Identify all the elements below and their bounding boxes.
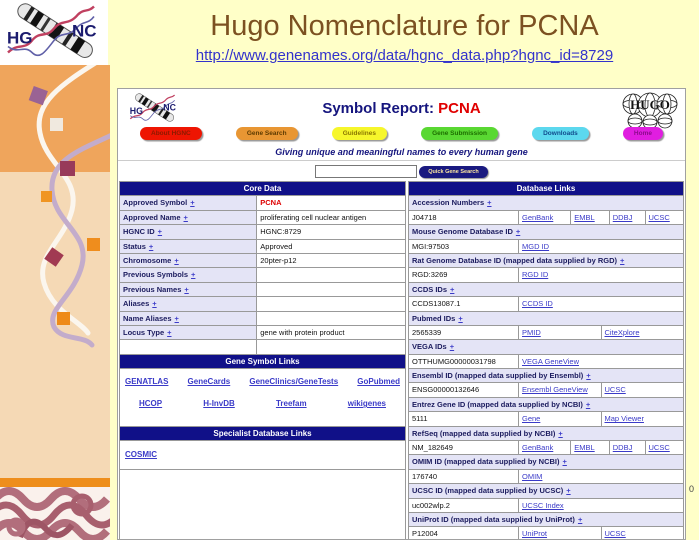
ref-link[interactable]: UCSC — [648, 443, 670, 453]
table-row — [409, 383, 684, 397]
row-value: MGI:97503 — [409, 240, 519, 254]
nav-button-gene-submission[interactable]: Gene Submission — [421, 127, 498, 140]
row-value: P12004 — [409, 527, 519, 540]
ref-link[interactable]: UCSC Index — [522, 500, 564, 510]
table-row — [409, 369, 684, 383]
row-label: HGNC ID + — [120, 225, 257, 239]
table-row — [409, 484, 684, 498]
plus-link[interactable]: + — [487, 198, 492, 208]
plus-link[interactable]: + — [157, 227, 163, 237]
plus-link[interactable]: + — [167, 327, 172, 337]
section-label: UCSC ID (mapped data supplied by UCSC) + — [409, 484, 684, 498]
ref-link[interactable]: GenBank — [522, 212, 554, 222]
plus-link[interactable]: + — [586, 371, 591, 381]
row-label: Locus Type + — [120, 326, 257, 340]
link-treefam[interactable]: Treefam — [275, 399, 307, 409]
section-label: Rat Genome Database ID (mapped data supplied by RGD) + — [409, 254, 684, 268]
row-value: PCNA — [257, 196, 406, 210]
hgnc-chromosome-icon — [0, 0, 108, 65]
plus-link[interactable]: + — [191, 270, 196, 280]
specialist-database-links-header: Specialist Database Links — [120, 427, 406, 441]
tagline: Giving unique and meaningful names to every human gene — [275, 147, 528, 157]
table-row-empty — [120, 340, 406, 354]
ref-link[interactable]: DDBJ — [612, 212, 633, 222]
link-hcop[interactable]: HCOP — [139, 399, 163, 409]
row-value: ENSG00000132646 — [409, 383, 519, 397]
dna-helix-graphic — [0, 65, 110, 355]
table-row — [120, 283, 406, 297]
ref-link[interactable]: EMBL — [574, 212, 595, 222]
report-title: Symbol Report: PCNA — [322, 100, 481, 117]
plus-link[interactable]: + — [562, 457, 567, 467]
row-value — [257, 297, 406, 311]
table-row — [409, 412, 684, 426]
plus-link[interactable]: + — [449, 342, 455, 352]
nav-bar — [118, 127, 685, 140]
plus-link[interactable]: + — [183, 212, 188, 222]
table-row — [409, 211, 684, 225]
ref-link[interactable]: Gene — [522, 414, 541, 424]
section-label: VEGA IDs + — [409, 340, 684, 354]
plus-link[interactable]: + — [558, 428, 563, 438]
table-row — [409, 513, 684, 527]
ref-link[interactable]: UCSC — [604, 385, 626, 395]
table-row — [120, 196, 406, 210]
row-value: CCDS13087.1 — [409, 297, 519, 311]
page-header — [118, 89, 685, 181]
svg-text:NC: NC — [72, 21, 97, 41]
link-geneclinics-genetests[interactable]: GeneClinics/GeneTests — [249, 377, 339, 387]
table-row — [409, 398, 684, 412]
row-value: 2565339 — [409, 326, 519, 340]
table-row — [409, 340, 684, 354]
link-gopubmed[interactable]: GoPubmed — [357, 377, 400, 387]
ref-link[interactable]: EMBL — [574, 443, 595, 453]
section-label: RefSeq (mapped data supplied by NCBI) + — [409, 427, 684, 441]
table-row — [409, 455, 684, 469]
row-value: HGNC:8729 — [257, 225, 406, 239]
table-row — [409, 283, 684, 297]
plus-link[interactable]: + — [585, 399, 591, 409]
core-data-table — [119, 181, 406, 539]
nav-button-gene-search[interactable]: Gene Search — [236, 127, 298, 140]
row-label: Approved Symbol + — [120, 196, 257, 210]
ref-link[interactable]: MGD ID — [522, 241, 550, 251]
hugo-logo-icon — [621, 92, 679, 130]
plus-link[interactable]: + — [515, 227, 521, 237]
ref-link[interactable]: UCSC — [648, 212, 670, 222]
row-label: Previous Symbols + — [120, 268, 257, 282]
core-data-header: Core Data — [120, 182, 406, 196]
table-row — [409, 355, 684, 369]
plus-link[interactable]: + — [620, 255, 625, 265]
svg-text:HUGO: HUGO — [630, 97, 670, 112]
row-value: OTTHUMG00000031798 — [409, 355, 519, 369]
table-row — [120, 268, 406, 282]
table-row — [409, 225, 684, 239]
row-value — [257, 268, 406, 282]
slide-title: Hugo Nomenclature for PCNA — [210, 10, 599, 42]
row-value: 176740 — [409, 470, 519, 484]
table-row — [409, 312, 684, 326]
section-label: CCDS IDs + — [409, 283, 684, 297]
database-links-header: Database Links — [409, 182, 684, 196]
row-value: gene with protein product — [257, 326, 406, 340]
table-empty-area — [120, 470, 406, 539]
link-cosmic[interactable]: COSMIC — [125, 450, 157, 460]
ref-link[interactable]: CCDS ID — [522, 299, 553, 309]
plus-link[interactable]: + — [184, 284, 189, 294]
svg-text:HG: HG — [129, 106, 143, 117]
svg-text:HG: HG — [7, 28, 33, 48]
ref-link[interactable]: GenBank — [522, 443, 554, 453]
row-value: Approved — [257, 240, 406, 254]
section-label: Ensembl ID (mapped data supplied by Ensembl) + — [409, 369, 684, 383]
hgnc-logo-large — [0, 0, 108, 65]
nav-button-about-hgnc[interactable]: About HGNC — [140, 127, 202, 140]
ref-link[interactable]: CiteXplore — [604, 327, 640, 337]
table-row — [409, 427, 684, 441]
nav-button-downloads[interactable]: Downloads — [532, 127, 589, 140]
section-label: Entrez Gene ID (mapped data supplied by NCBI) + — [409, 398, 684, 412]
table-row — [409, 470, 684, 484]
plus-link[interactable]: + — [450, 284, 455, 294]
row-label: Status + — [120, 240, 257, 254]
ref-link[interactable]: DDBJ — [612, 443, 633, 453]
page-number: 0 — [688, 484, 694, 494]
ref-link[interactable]: PMID — [522, 327, 541, 337]
plus-link[interactable]: + — [190, 198, 195, 208]
table-row — [120, 312, 406, 326]
table-row — [409, 441, 684, 455]
gene-symbol-links-header: Gene Symbol Links — [120, 355, 406, 369]
link-wikigenes[interactable]: wikigenes — [347, 399, 386, 409]
gene-symbol-links-block — [120, 369, 406, 427]
table-row — [409, 240, 684, 254]
link-genatlas[interactable]: GENATLAS — [125, 377, 169, 387]
plus-link[interactable]: + — [566, 486, 571, 496]
table-row — [120, 211, 406, 225]
ref-link[interactable]: Ensembl GeneView — [522, 385, 588, 395]
quick-search-bar — [118, 160, 685, 182]
row-value: NM_182649 — [409, 441, 519, 455]
row-value: J04718 — [409, 211, 519, 225]
coral-texture — [0, 487, 110, 540]
quick-search-input[interactable] — [315, 165, 417, 178]
plus-link[interactable]: + — [152, 299, 157, 309]
row-value — [257, 312, 406, 326]
table-row — [409, 527, 684, 540]
link-genecards[interactable]: GeneCards — [187, 377, 231, 387]
table-row — [120, 240, 406, 254]
nav-button-guidelines[interactable]: Guidelines — [332, 127, 387, 140]
svg-text:NC: NC — [163, 102, 176, 113]
sidebar-orange-stripe — [0, 478, 110, 487]
link-h-invdb[interactable]: H-InvDB — [203, 399, 235, 409]
table-row — [120, 441, 406, 470]
table-row — [409, 326, 684, 340]
table-row — [409, 297, 684, 311]
plus-link[interactable]: + — [458, 313, 463, 323]
slide-url-link[interactable]: http://www.genenames.org/data/hgnc_data.php?hgnc_id=8729 — [195, 47, 614, 64]
row-value: RGD:3269 — [409, 268, 519, 282]
table-row — [120, 225, 406, 239]
section-label: OMIM ID (mapped data supplied by NCBI) + — [409, 455, 684, 469]
ref-link[interactable]: UCSC — [604, 529, 626, 539]
row-label: Previous Names + — [120, 283, 257, 297]
ref-link[interactable]: OMIM — [522, 471, 543, 481]
row-value — [257, 283, 406, 297]
section-label: Accession Numbers + — [409, 196, 684, 210]
report-gene-symbol: PCNA — [438, 100, 481, 117]
row-value: uc002wlp.2 — [409, 499, 519, 513]
ref-link[interactable]: Map Viewer — [604, 414, 644, 424]
table-row — [409, 268, 684, 282]
embedded-webpage — [117, 88, 686, 540]
row-label: Name Aliases + — [120, 312, 257, 326]
table-row — [409, 499, 684, 513]
plus-link[interactable]: + — [577, 514, 583, 524]
section-label: Pubmed IDs + — [409, 312, 684, 326]
row-value: proliferating cell nuclear antigen — [257, 211, 406, 225]
quick-search-button[interactable]: Quick Gene Search — [419, 166, 487, 178]
ref-link[interactable]: UniProt — [522, 529, 548, 539]
ref-link[interactable]: RGD ID — [522, 270, 549, 280]
table-row — [120, 297, 406, 311]
table-row — [120, 254, 406, 268]
row-value: 20pter-p12 — [257, 254, 406, 268]
ref-link[interactable]: VEGA GeneView — [522, 356, 579, 366]
plus-link[interactable]: + — [174, 313, 179, 323]
plus-link[interactable]: + — [148, 241, 154, 251]
table-row — [409, 196, 684, 210]
row-label: Approved Name + — [120, 211, 257, 225]
nav-button-home[interactable]: Home — [623, 127, 663, 140]
row-label: Chromosome + — [120, 254, 257, 268]
row-label: Aliases + — [120, 297, 257, 311]
plus-link[interactable]: + — [174, 255, 179, 265]
row-value: 5111 — [409, 412, 519, 426]
section-label: Mouse Genome Database ID + — [409, 225, 684, 239]
database-links-table — [408, 181, 684, 539]
table-row — [120, 326, 406, 340]
table-row — [409, 254, 684, 268]
section-label: UniProt ID (mapped data supplied by UniProt) + — [409, 513, 684, 527]
